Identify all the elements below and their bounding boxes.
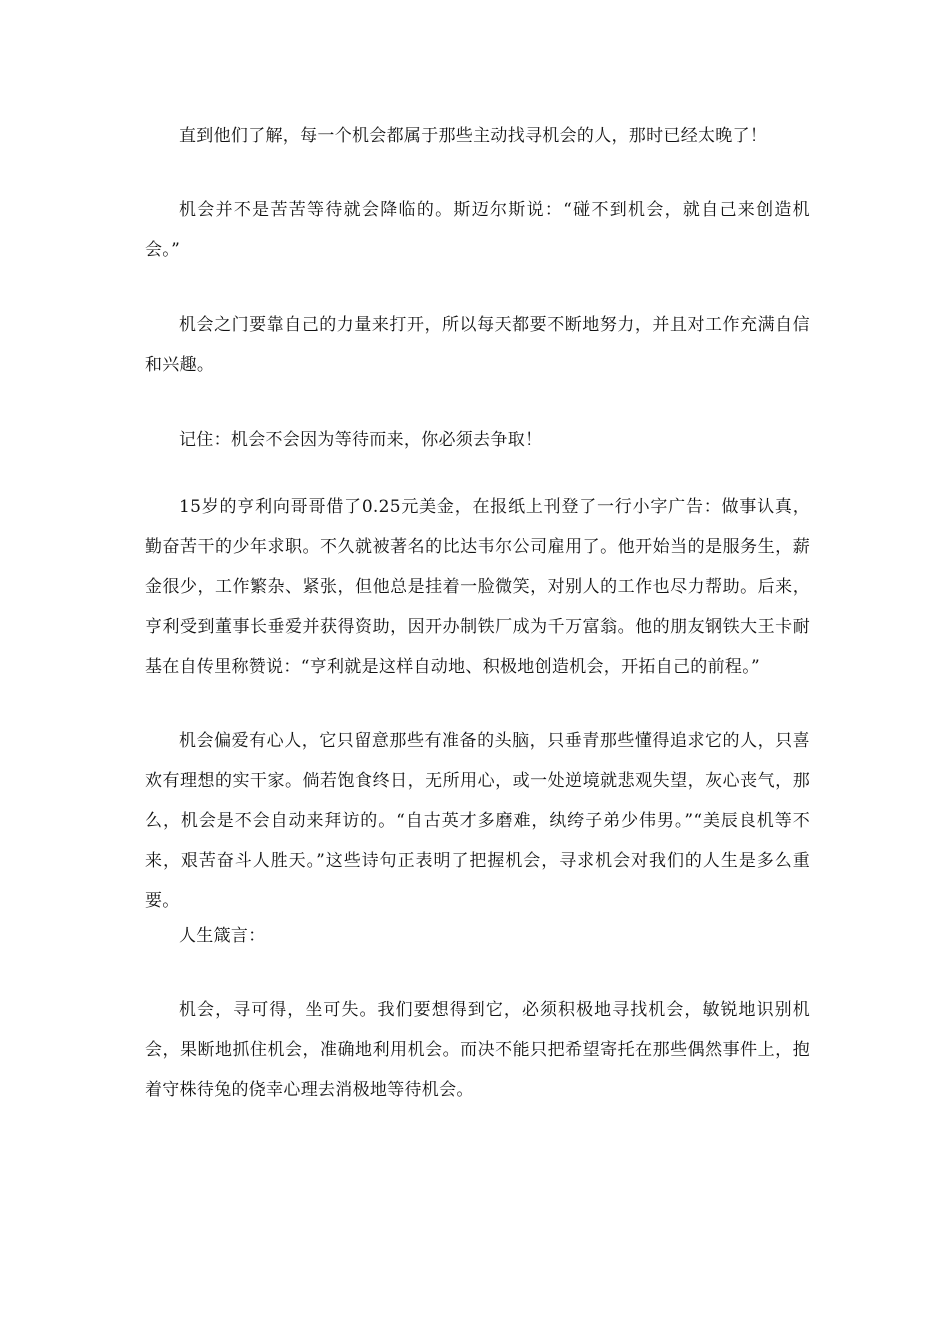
paragraph-door-of-opportunity: 机会之门要靠自己的力量来打开，所以每天都要不断地努力，并且对工作充满自信和兴趣。 [145, 315, 810, 375]
paragraph-life-motto-heading: 人生箴言： [179, 926, 266, 946]
paragraph-opportunity-too-late: 直到他们了解，每一个机会都属于那些主动找寻机会的人，那时已经太晚了！ [179, 126, 768, 146]
paragraph-remember: 记住：机会不会因为等待而来，你必须去争取！ [179, 430, 543, 450]
paragraph-henry-story: 15岁的亨利向哥哥借了0.25元美金，在报纸上刊登了一行小字广告：做事认真，勤奋苦干的少年求职。不久就被著名的比达韦尔公司雇用了。他开始当的是服务生，薪金很少，工作繁杂、紧张，但他总是挂着一脸微笑，对别人的工作也尽力帮助。后来，亨利受到董事长垂爱并获得资助，因开办制铁厂成为千万富翁。他的朋友钢铁大王卡耐基在自传里称赞说：“亨利就是这样自动地、积极地创造机会，开拓自己的前程。” [145, 497, 810, 677]
paragraph-life-motto: 机会，寻可得，坐可失。我们要想得到它，必须积极地寻找机会，敏锐地识别机会，果断地抓住机会，准确地利用机会。而决不能只把希望寄托在那些偶然事件上，抱着守株待兔的侥幸心理去消极地等待机会。 [145, 1000, 810, 1100]
paragraph-smiles-quote: 机会并不是苦苦等待就会降临的。斯迈尔斯说：“碰不到机会，就自己来创造机会。” [145, 200, 810, 260]
paragraph-prepared-mind: 机会偏爱有心人，它只留意那些有准备的头脑，只垂青那些懂得追求它的人，只喜欢有理想的实干家。倘若饱食终日，无所用心，或一处逆境就悲观失望，灰心丧气，那么，机会是不会自动来拜访的。“自古英才多磨难，纨绔子弟少伟男。”“美辰良机等不来，艰苦奋斗人胜天。”这些诗句正表明了把握机会，寻求机会对我们的人生是多么重要。 [145, 731, 810, 911]
